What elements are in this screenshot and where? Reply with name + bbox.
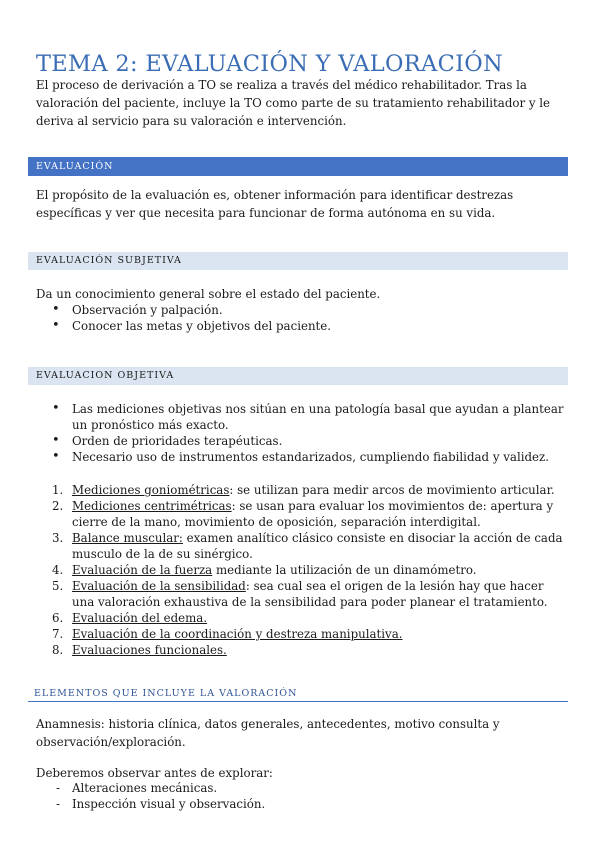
page-title: TEMA 2: EVALUACIÓN Y VALORACIÓN [36, 51, 504, 78]
list-item: - Inspección visual y observación. [36, 796, 568, 812]
subjetiva-bullet-list [36, 302, 568, 334]
subjetiva-paragraph: Da un conocimiento general sobre el estado del paciente. [36, 287, 381, 301]
list-item: • Orden de prioridades terapéuticas. [36, 433, 568, 449]
intro-paragraph: El proceso de derivación a TO se realiza a través del médico rehabilitador. Tras la valoración del paciente, incluye la TO como parte de su tratamiento rehabilitador y le deriva al servicio para su valoración e intervención. [36, 78, 551, 128]
item-description: examen analítico clásico consiste en disociar la acción de cada musculo de la de su sinérgico. [72, 531, 563, 561]
item-number: 7. [52, 627, 64, 641]
list-item: • Observación y palpación. [36, 302, 568, 318]
numbered-item [36, 498, 568, 530]
item-number: 1. [52, 483, 64, 497]
item-number: 6. [52, 611, 64, 625]
item-term: Evaluación de la sensibilidad [72, 579, 246, 593]
numbered-item [36, 482, 568, 498]
item-number: 2. [52, 499, 64, 513]
list-item: • Necesario uso de instrumentos estandarizados, cumpliendo fiabilidad y validez. [36, 449, 568, 465]
section-heading-evaluacion: EVALUACIÓN [28, 157, 568, 176]
section-heading-subjetiva: EVALUACIÓN SUBJETIVA [28, 252, 568, 270]
numbered-item [36, 626, 568, 642]
item-term: Evaluaciones funcionales. [72, 643, 227, 657]
numbered-item [36, 530, 568, 562]
section-heading-elementos: ELEMENTOS QUE INCLUYE LA VALORACIÓN [28, 686, 568, 702]
list-item: • Las mediciones objetivas nos sitúan en una patología basal que ayudan a plantear un pronóstico más exacto. [36, 401, 568, 433]
item-description: mediante la utilización de un dinamómetro. [212, 563, 477, 577]
item-term: Mediciones goniométricas [72, 483, 230, 497]
item-term: Evaluación del edema. [72, 611, 208, 625]
numbered-item [36, 610, 568, 626]
item-number: 4. [52, 563, 64, 577]
item-description: : sea cual sea el origen de la lesión hay que hacer una valoración exhaustiva de la sensibilidad para poder planear el tratamiento. [72, 579, 548, 609]
item-number: 5. [52, 579, 64, 593]
section-heading-objetiva: EVALUACION OBJETIVA [28, 367, 568, 385]
item-description: : se utilizan para medir arcos de movimiento articular. [229, 483, 555, 497]
evaluacion-paragraph: El propósito de la evaluación es, obtener información para identificar destrezas específicas y ver que necesita para funcionar de forma autónoma en su vida. [36, 188, 514, 220]
item-term: Evaluación de la coordinación y destreza manipulativa. [72, 627, 403, 641]
item-term: Evaluación de la fuerza [72, 563, 213, 577]
objetiva-numbered-list [36, 482, 568, 658]
numbered-item [36, 642, 568, 658]
objetiva-bullet-list [36, 401, 568, 465]
anamnesis-paragraph: Anamnesis: historia clínica, datos generales, antecedentes, motivo consulta y observación/exploración. [36, 717, 500, 749]
observar-paragraph: Deberemos observar antes de explorar: [36, 766, 273, 780]
item-term: Balance muscular: [72, 531, 183, 545]
elementos-dash-list [36, 780, 568, 812]
list-item: • Conocer las metas y objetivos del paciente. [36, 318, 568, 334]
item-description: : se usan para evaluar los movimientos de: apertura y cierre de la mano, movimiento de oposición, separación interdigital. [72, 499, 554, 529]
numbered-item [36, 578, 568, 610]
item-number: 8. [52, 643, 64, 657]
numbered-item [36, 562, 568, 578]
item-number: 3. [52, 531, 64, 545]
item-term: Mediciones centrimétricas [72, 499, 232, 513]
list-item: - Alteraciones mecánicas. [36, 780, 568, 796]
